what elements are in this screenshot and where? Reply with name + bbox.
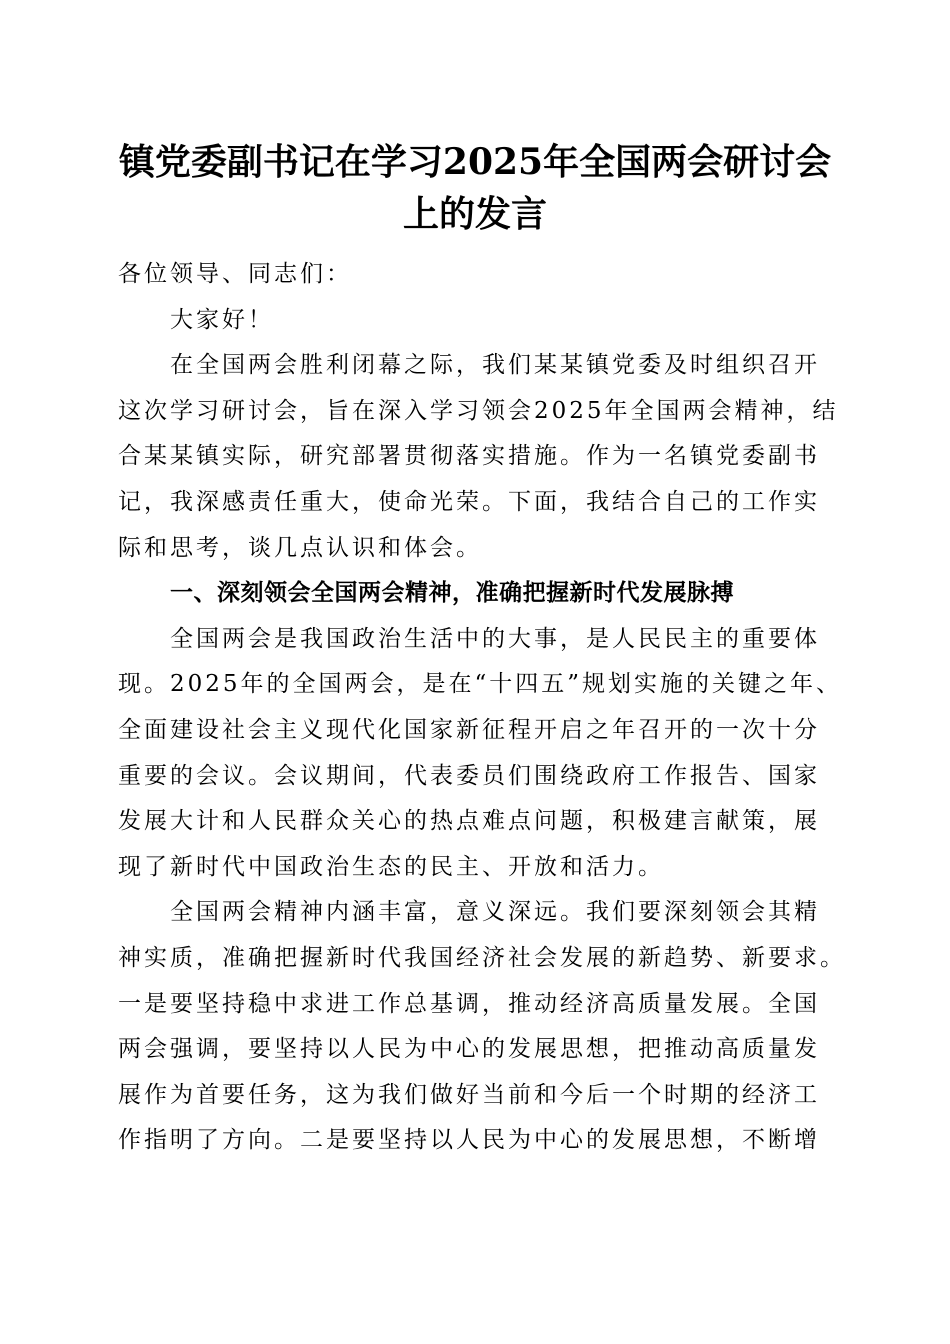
paragraph-line: 全面建设社会主义现代化国家新征程开启之年召开的一次十分	[118, 716, 820, 743]
paragraph-line: 重要的会议。会议期间，代表委员们围绕政府工作报告、国家	[118, 762, 820, 789]
salutation: 各位领导、同志们：	[118, 261, 352, 287]
section-heading: 一、深刻领会全国两会精神，准确把握新时代发展脉搏	[170, 580, 734, 607]
paragraph-line: 全国两会精神内涵丰富，意义深远。我们要深刻领会其精	[170, 899, 820, 926]
paragraph-line: 神实质，准确把握新时代我国经济社会发展的新趋势、新要求。	[118, 944, 846, 971]
paragraph-line: 现。2025年的全国两会，是在“十四五”规划实施的关键之年、	[118, 671, 843, 698]
paragraph-line: 在全国两会胜利闭幕之际，我们某某镇党委及时组织召开	[170, 352, 820, 379]
paragraph-line: 合某某镇实际，研究部署贯彻落实措施。作为一名镇党委副书	[118, 443, 820, 470]
document-body	[118, 252, 846, 1164]
paragraph-line: 展作为首要任务，这为我们做好当前和今后一个时期的经济工	[118, 1081, 820, 1108]
paragraph-line: 际和思考，谈几点认识和体会。	[118, 534, 482, 561]
document-title	[118, 136, 832, 240]
paragraph-line: 这次学习研讨会，旨在深入学习领会2025年全国两会精神，结	[118, 397, 839, 424]
title-line-1: 镇党委副书记在学习2025年全国两会研讨会	[118, 141, 832, 183]
greeting: 大家好！	[170, 306, 274, 333]
paragraph-line: 一是要坚持稳中求进工作总基调，推动经济高质量发展。全国	[118, 990, 820, 1017]
paragraph-line: 两会强调，要坚持以人民为中心的发展思想，把推动高质量发	[118, 1036, 820, 1063]
paragraph-line: 现了新时代中国政治生态的民主、开放和活力。	[118, 853, 664, 880]
paragraph-line: 作指明了方向。二是要坚持以人民为中心的发展思想，不断增	[118, 1127, 820, 1154]
title-line-2: 上的发言	[402, 193, 547, 235]
paragraph-line: 记，我深感责任重大，使命光荣。下面，我结合自己的工作实	[118, 488, 820, 515]
paragraph-line: 发展大计和人民群众关心的热点难点问题，积极建言献策，展	[118, 808, 820, 835]
paragraph-line: 全国两会是我国政治生活中的大事，是人民民主的重要体	[170, 625, 820, 652]
